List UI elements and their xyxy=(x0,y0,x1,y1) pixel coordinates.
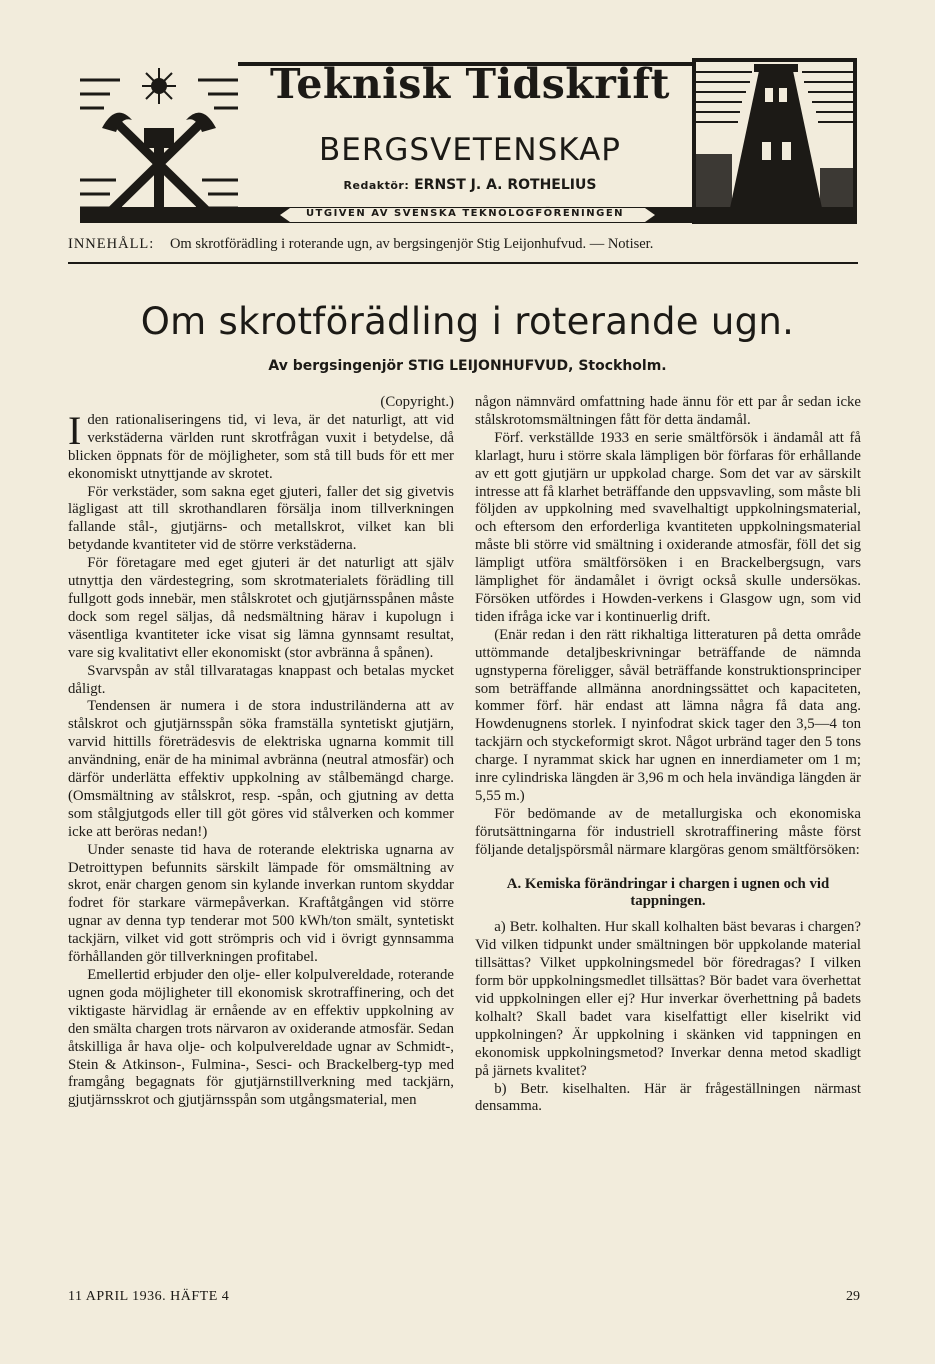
contents-label: INNEHÅLL: xyxy=(68,236,155,252)
paragraph-text: den rationaliseringens tid, vi leva, är det naturligt, att vid verkstäderna världen runt skrotfrågan vuxit i betydelse, då blicken öppnats för de möjligheter, som stå till buds för ett mer ekonomiskt utnyttjande av skrotet. xyxy=(68,411,454,482)
contents-text: Om skrotförädling i roterande ugn, av bergsingenjör Stig Leijonhufvud. — Notiser. xyxy=(169,236,654,252)
paragraph: Tendensen är numera i de stora industriländerna att av stålskrot och gjutjärnsspån söka framställa syntetiskt gjutjärn, varvid hittills företrädesvis de elektriska ugnarna kommit till användning, enär de ha minimal avbränna (neutral atmosfär) och därför underlätta effektiv uppkolning av stålbemängd charge. (Omsmältning av stålskrot, resp. -spån, och gjutning av detta som stålgjutgods eller till göt göres vid stålverken och kommer icke att beröras nedan!) xyxy=(68,698,454,840)
right-column xyxy=(475,394,861,1116)
editor-line xyxy=(252,177,688,193)
paragraph: någon nämnvärd omfattning hade ännu för ett par år sedan icke stålskrotomsmältningen fått för detta ändamål. xyxy=(475,394,861,428)
magazine-title: Teknisk Tidskrift xyxy=(270,60,670,108)
publisher-text: UTGIVEN AV SVENSKA TEKNOLOGFÖRENINGEN xyxy=(305,208,625,219)
issue-date: 11 APRIL 1936. HÄFTE 4 xyxy=(68,1289,230,1304)
section-heading: A. Kemiska förändringar i chargen i ugnen och vid tappningen. xyxy=(506,875,830,910)
mine-headframe-illustration-icon xyxy=(692,58,857,224)
paragraph: Under senaste tid hava de roterande elektriska ugnarna av Detroittypen befunnits särskilt lämpade för omsmältning av skrot, enär chargen genom sin kylande inverkan runtom skyddar fodret för starkare värmepåverkan. Kraftåtgången vid större ugnar av denna typ tenderar mot 500 kWh/ton smält, syntetiskt tackjärn, vilket vid gott strömpris och vid i övrigt gynnsamma förhållanden gör tillverkningen profitabel. xyxy=(68,841,454,966)
paragraph: Förf. verkställde 1933 en serie smältförsök i ändamål att få klarlagt, huru i större skala lämpligen bör förfaras för erhållande av ett gott gjutjärn ur uppkolad charge. Som det var av särskilt intresse att få klarhet beträffande den uppsvavling, som måste bli följden av uppkolning med svavelhaltigt uppkolningsmaterial, och eftersom den erforderliga kvantiteten uppkolningsmaterial måste bli större vid smältning i oxiderande atmosfär, föll det sig lämpligt utföra smältförsöken i en Brackelbergsugn, vars lämplighet för ändamålet i övrigt också skulle undersökas. Försöken utfördes i Howden-verkens i Glasgow ugn, som vid tiden ifråga icke var i kontinuerlig drift. xyxy=(475,429,861,625)
left-column xyxy=(68,394,454,1110)
paragraph: För företagare med eget gjuteri är det naturligt att själv utnyttja den värdestegring, som skrotmaterialets förädling till fullgott gods innebär, men stålskrotet och gjutjärnsspånen måste dock som regel säljas, då nedsmältning härav i kupolugn i väsentliga kvantiteter icke visat sig lämna gynnsamt resultat, vare sig kvalitativt eller ekonomiskt (stor avbränna å spånen). xyxy=(68,555,454,661)
paragraph xyxy=(68,407,454,484)
mining-tools-emblem-icon xyxy=(80,60,238,220)
paragraph: (Enär redan i den rätt rikhaltiga litteraturen på detta område uttömmande detaljbeskrivningar beträffande de nämnda ugnstyperna föreligger, såväl beträffande konstruktionsprinciper som beträffande allmänna anordningssättet och kapaciteten, kommer förf. här endast att lämna några få data ang. Howdenugnens storlek. I nyinfodrat skick tager den 3,5—4 ton tackjärn och styckeformigt skrot. Något urbränd tager den 5 tons charge. I nyrammat skick har ugnen en innerdiameter om 1 m; inre cylindriska längden är 3,96 m och hela invändiga längden är 5,55 m.) xyxy=(475,626,861,804)
table-of-contents xyxy=(68,236,868,253)
article-title: Om skrotförädling i roterande ugn. xyxy=(140,300,795,343)
page-number: 29 xyxy=(846,1289,860,1304)
paragraph: Svarvspån av stål tillvaratagas knappast och betalas mycket dåligt. xyxy=(68,662,454,697)
section-title: BERGSVETENSKAP xyxy=(319,132,621,168)
paragraph: För bedömande av de metallurgiska och ekonomiska förutsättningarna för industriell skrotraffinering måste först följande detaljspörsmål närmare klargöras genom smältförsöken: xyxy=(475,805,861,858)
editor-name: ERNST J. A. ROTHELIUS xyxy=(414,177,597,193)
article-byline: Av bergsingenjör STIG LEIJONHUFVUD, Stockholm. xyxy=(268,358,667,374)
paragraph: a) Betr. kolhalten. Hur skall kolhalten bäst bevaras i chargen? Vid vilken tidpunkt under smältningen bör uppkolande material tillsättas? Vilket uppkolningsmedel bör föredragas? I vilken form bör uppkolningsmedlet tillsättas? Bör badet vara överhettat vid uppkolningen eller ej? Hur inverkar överhettning på badets kolhalt? Skall badet vara kiselfattigt eller kiselrikt vid uppkolningen? Är uppkolning i skänken vid tappningen en ekonomisk uppkolningsmetod? Inverkar denna metod skadligt på järnets kvalitet? xyxy=(475,919,861,1079)
paragraph: b) Betr. kiselhalten. Här är frågeställningen närmast densamma. xyxy=(475,1080,861,1115)
drop-cap: I xyxy=(68,407,82,453)
paragraph: För verkstäder, som sakna eget gjuteri, faller det sig givetvis lägligast att till skrothandlaren försälja inom tillverkningen fallande stål-, gjutjärns- och metallskrot, vilket kan bli betydande kvantiteter vid de större verkstäderna. xyxy=(68,483,454,554)
copyright-note: (Copyright.) xyxy=(380,394,454,410)
divider xyxy=(68,262,858,264)
editor-label: Redaktör: xyxy=(343,179,410,192)
paragraph: Emellertid erbjuder den olje- eller kolpulvereldade, roterande ugnen goda möjligheter till ekonomisk skrotraffinering, och det viktigaste härvidlag är ernående av en effektiv uppkolning av den smälta chargen trots närvaron av oxiderande atmosfär. Sedan åtskilliga år hava olje- och kolpulvereldade ugnar av Schmidt-, Stein & Atkinson-, Fulmina-, Sesci- och Brackelberg-typ med framgång begagnats för gjutjärnstillverkning med tackjärn, gjutjärnsskrot och gjutjärnsspån som utgångsmaterial, men xyxy=(68,967,454,1109)
